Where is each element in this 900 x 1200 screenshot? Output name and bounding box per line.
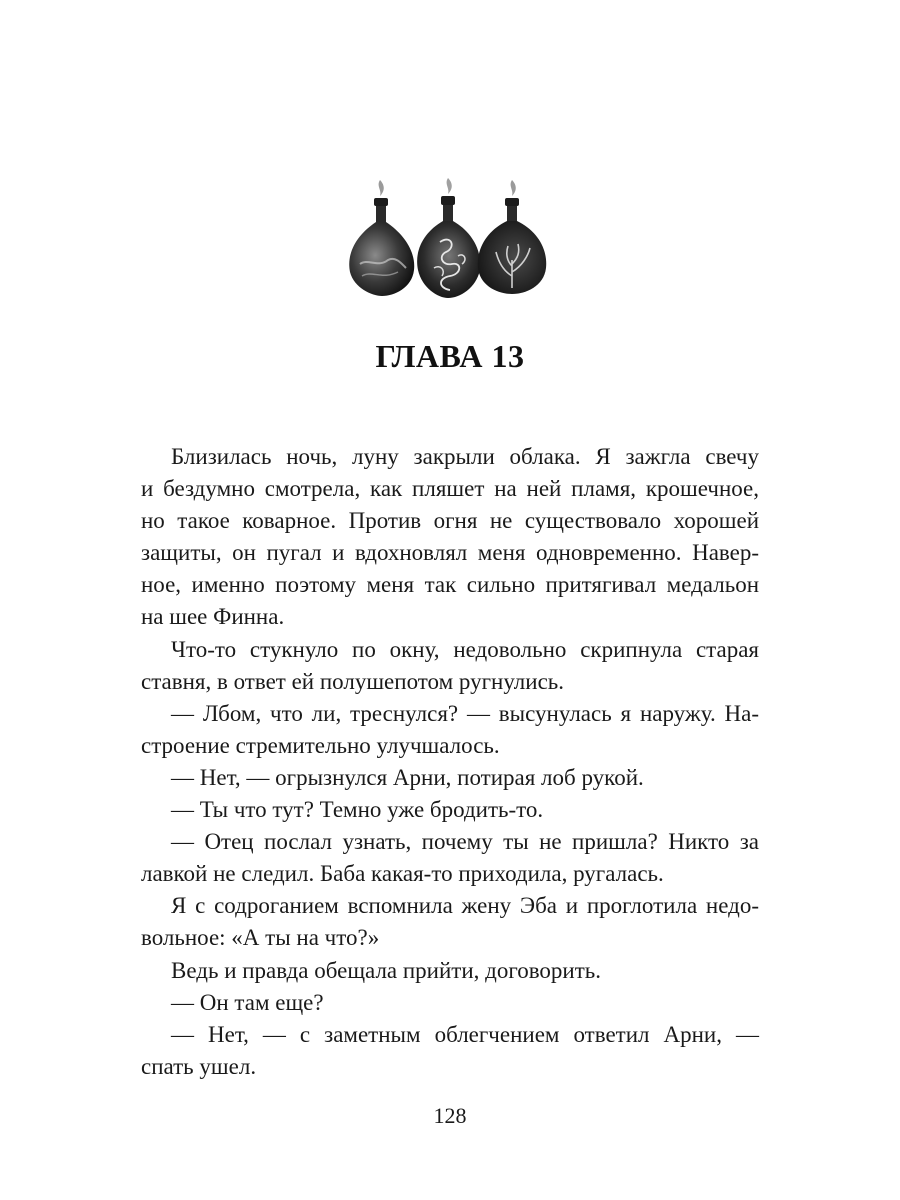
- text-line: на шее Финна.: [141, 604, 285, 630]
- chapter-vignette: [342, 172, 554, 304]
- text-line: — Отец послал узнать, почему ты не пришла? Никто за: [171, 829, 759, 855]
- text-line: Что-то стукнуло по окну, недовольно скрипнула старая: [171, 636, 759, 662]
- text-line: Я с содроганием вспомнила жену Эба и проглотила недо-: [171, 893, 759, 919]
- paragraph: [141, 698, 759, 762]
- paragraph: [141, 890, 759, 954]
- paragraph: [141, 441, 759, 634]
- text-line: Ведь и правда обещала прийти, договорить.: [171, 957, 602, 983]
- text-line: — Лбом, что ли, треснулся? — высунулась я наружу. На-: [171, 700, 759, 726]
- text-line: — Ты что тут? Темно уже бродить-то.: [171, 797, 544, 823]
- text-line: но такое коварное. Против огня не существовало хорошей: [141, 508, 759, 534]
- text-line: спать ушел.: [141, 1053, 257, 1079]
- paragraph: [141, 634, 759, 698]
- text-line: ставня, в ответ ей полушепотом ругнулись.: [141, 668, 565, 694]
- paragraph: [141, 987, 759, 1019]
- paragraph: [141, 955, 759, 987]
- vignette-art: [342, 172, 554, 304]
- text-line: вольное: «А ты на что?»: [141, 925, 380, 951]
- paragraph: [141, 826, 759, 890]
- paragraph: [141, 762, 759, 794]
- chapter-title: ГЛАВА 13: [375, 338, 525, 374]
- text-line: Близилась ночь, луну закрыли облака. Я зажгла свечу: [171, 444, 759, 469]
- potion-bottle-icon: [349, 180, 414, 296]
- text-line: лавкой не следил. Баба какая-то приходила, ругалась.: [141, 861, 664, 887]
- paragraph: [141, 794, 759, 826]
- text-line: и бездумно смотрела, как пляшет на ней пламя, крошечное,: [141, 476, 759, 502]
- text-line: защиты, он пугал и вдохновлял меня одновременно. Навер-: [141, 540, 759, 566]
- text-line: строение стремительно улучшалось.: [141, 732, 500, 758]
- text-line: — Он там еще?: [171, 989, 324, 1015]
- page-number: 128: [433, 1103, 467, 1128]
- potion-bottle-icon: [417, 178, 480, 298]
- text-line: — Нет, — огрызнулся Арни, потирая лоб рукой.: [171, 764, 644, 790]
- chapter-body: [141, 441, 759, 1083]
- text-line: ное, именно поэтому меня так сильно притягивал медальон: [141, 572, 759, 598]
- paragraph: [141, 1019, 759, 1083]
- text-line: — Нет, — с заметным облегчением ответил Арни, —: [171, 1021, 759, 1047]
- potion-bottle-icon: [478, 180, 546, 294]
